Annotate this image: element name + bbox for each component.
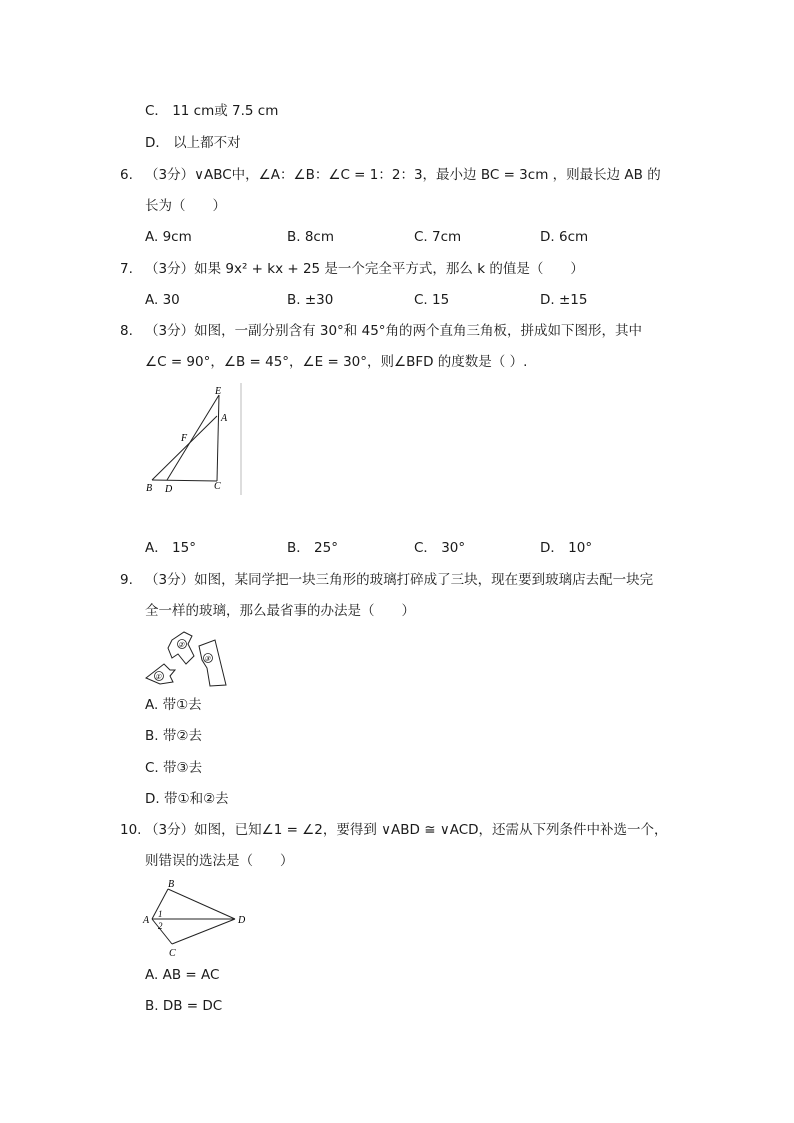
q8-label-a: A	[221, 413, 228, 424]
q8-option-c: C． 30°	[414, 540, 466, 556]
q6-number: 6.	[120, 167, 133, 183]
q8-label-e: E	[215, 386, 222, 397]
q10-angle-2-label: 2	[158, 921, 163, 931]
q8-segment-ed	[167, 395, 219, 480]
q10-label-d: D	[238, 915, 246, 926]
q9-piece-3-number: ③	[204, 655, 211, 663]
q8-stem-line2: ∠C = 90°，∠B = 45°，∠E = 30°，则∠BFD 的度数是（ ）.	[145, 354, 528, 370]
q9-stem-line1: （3分）如图，某同学把一块三角形的玻璃打碎成了三块，现在要到玻璃店去配一块完	[145, 572, 654, 588]
q6-option-a: A. 9cm	[145, 229, 192, 245]
q9-stem-line2: 全一样的玻璃，那么最省事的办法是（ ）	[145, 603, 415, 619]
q10-segment-bd	[168, 889, 235, 919]
q10-option-a: A. AB = AC	[145, 967, 220, 983]
q8-triangle-figure	[140, 383, 250, 498]
q9-option-c: C. 带③去	[145, 760, 203, 776]
q8-option-a: A． 15°	[145, 540, 196, 556]
q5-option-c: C． 11 cm或 7.5 cm	[145, 103, 279, 119]
q7-option-d: D. ±15	[540, 292, 588, 308]
q8-segment-ec	[217, 395, 219, 481]
q8-segment-ba	[152, 416, 217, 480]
q10-segment-cd	[172, 919, 235, 944]
q9-option-a: A. 带①去	[145, 697, 202, 713]
q8-label-d: D	[165, 484, 173, 495]
q8-label-f: F	[181, 433, 188, 444]
q9-broken-glass-figure	[142, 630, 234, 690]
q8-stem-line1: （3分）如图，一副分别含有 30°和 45°角的两个直角三角板，拼成如下图形，其中	[145, 323, 643, 339]
q8-label-b: B	[146, 483, 153, 494]
q7-option-b: B. ±30	[287, 292, 334, 308]
q7-option-a: A. 30	[145, 292, 180, 308]
q8-segment-bc	[152, 480, 217, 481]
q6-stem-line1: （3分）∨ABC中，∠A：∠B：∠C = 1：2：3，最小边 BC = 3cm ，则最长边 AB 的	[145, 167, 661, 183]
q8-option-b: B． 25°	[287, 540, 338, 556]
q9-option-d: D. 带①和②去	[145, 791, 229, 807]
q8-label-c: C	[214, 481, 221, 492]
q6-stem-line2: 长为（ ）	[145, 198, 226, 214]
q7-number: 7.	[120, 261, 133, 277]
q6-option-b: B. 8cm	[287, 229, 335, 245]
q7-option-c: C. 15	[414, 292, 450, 308]
q10-number: 10.	[120, 822, 142, 838]
q9-option-b: B. 带②去	[145, 728, 202, 744]
q10-quadrilateral-figure	[140, 876, 250, 961]
q10-label-a: A	[143, 915, 150, 926]
q5-option-d: D． 以上都不对	[145, 135, 241, 151]
q10-label-c: C	[169, 948, 176, 959]
q6-option-d: D. 6cm	[540, 229, 589, 245]
q10-stem-line1: （3分）如图，已知∠1 = ∠2，要得到 ∨ABD ≅ ∨ACD，还需从下列条件中补选一个，	[145, 822, 668, 838]
q8-option-d: D． 10°	[540, 540, 593, 556]
q9-piece-1-number: ①	[155, 673, 162, 681]
q10-option-b: B. DB = DC	[145, 998, 223, 1014]
q9-piece-3	[199, 640, 226, 686]
q6-option-c: C. 7cm	[414, 229, 462, 245]
q10-angle-1-label: 1	[158, 909, 163, 919]
q9-piece-2-number: ②	[178, 641, 185, 649]
q7-stem-line1: （3分）如果 9x² + kx + 25 是一个完全平方式，那么 k 的值是（ ）	[145, 261, 584, 277]
q8-number: 8.	[120, 323, 133, 339]
q9-number: 9.	[120, 572, 133, 588]
q10-label-b: B	[168, 879, 175, 890]
q10-stem-line2: 则错误的选法是（ ）	[145, 853, 294, 869]
